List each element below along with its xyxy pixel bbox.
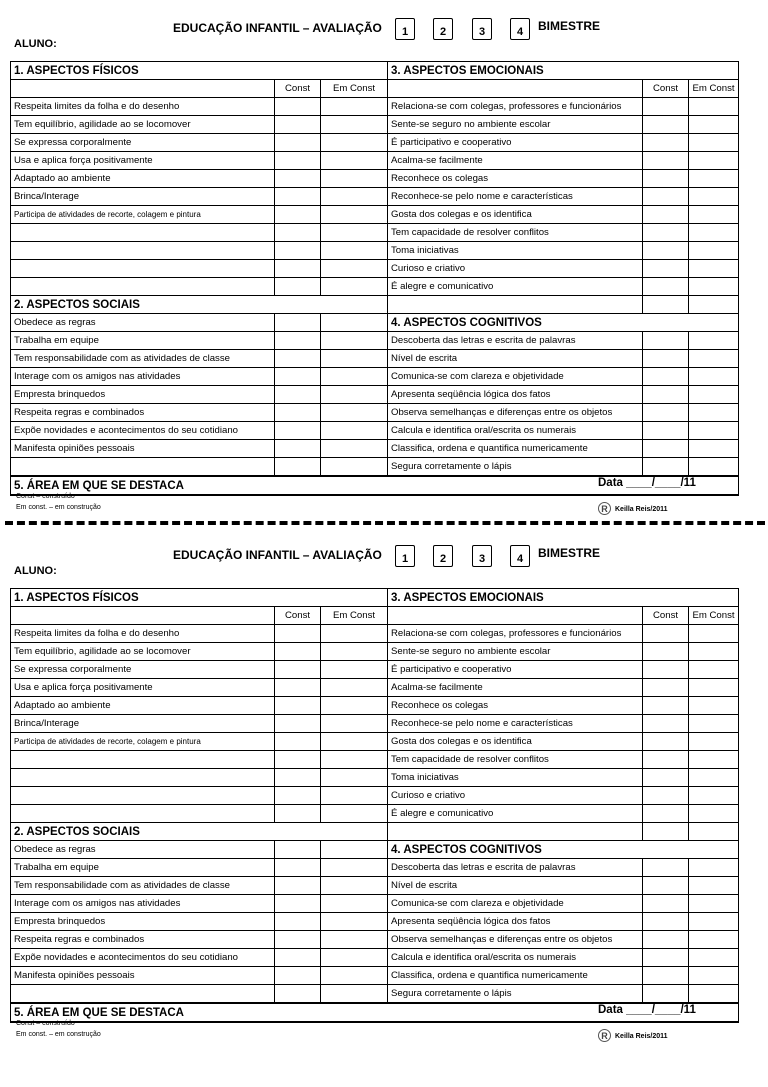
checkbox-em-const[interactable] bbox=[321, 260, 388, 278]
cognitivos-item: Classifica, ordena e quantifica numericamente bbox=[388, 967, 643, 985]
checkbox-const[interactable] bbox=[643, 404, 689, 422]
fisicos-item: Usa e aplica força positivamente bbox=[11, 679, 275, 697]
checkbox-const[interactable] bbox=[275, 350, 321, 368]
checkbox-const[interactable] bbox=[275, 332, 321, 350]
checkbox-em-const[interactable] bbox=[689, 116, 739, 134]
section-heading-emocionais: 3. ASPECTOS EMOCIONAIS bbox=[388, 589, 739, 607]
checkbox-const[interactable] bbox=[275, 206, 321, 224]
column-header-em-const: Em Const bbox=[321, 607, 388, 625]
emocionais-item: Reconhece os colegas bbox=[388, 170, 643, 188]
checkbox-em-const[interactable] bbox=[689, 967, 739, 985]
checkbox-const[interactable] bbox=[275, 787, 321, 805]
section-heading-destaca: 5. ÁREA EM QUE SE DESTACA bbox=[11, 476, 739, 495]
checkbox-const[interactable] bbox=[643, 152, 689, 170]
evaluation-table bbox=[10, 61, 739, 496]
bimester-box-2[interactable]: 2 bbox=[433, 18, 453, 40]
checkbox-em-const[interactable] bbox=[321, 458, 388, 477]
checkbox-const[interactable] bbox=[275, 895, 321, 913]
emocionais-item: Gosta dos colegas e os identifica bbox=[388, 206, 643, 224]
checkbox-em-const[interactable] bbox=[321, 368, 388, 386]
checkbox-em-const[interactable] bbox=[321, 985, 388, 1004]
column-header-em-const: Em Const bbox=[321, 80, 388, 98]
checkbox-const[interactable] bbox=[275, 913, 321, 931]
fisicos-item: Se expressa corporalmente bbox=[11, 134, 275, 152]
fisicos-item: Brinca/Interage bbox=[11, 715, 275, 733]
blank-cell[interactable] bbox=[11, 278, 275, 296]
blank-cell[interactable] bbox=[11, 769, 275, 787]
cognitivos-item: Apresenta seqüência lógica dos fatos bbox=[388, 913, 643, 931]
checkbox-const[interactable] bbox=[275, 805, 321, 823]
checkbox-const[interactable] bbox=[275, 278, 321, 296]
registered-icon: R bbox=[598, 502, 611, 515]
checkbox-const[interactable] bbox=[643, 386, 689, 404]
fisicos-item: Usa e aplica força positivamente bbox=[11, 152, 275, 170]
checkbox-em-const[interactable] bbox=[689, 404, 739, 422]
sociais-item: Interage com os amigos nas atividades bbox=[11, 368, 275, 386]
checkbox-const[interactable] bbox=[275, 715, 321, 733]
fisicos-item: Se expressa corporalmente bbox=[11, 661, 275, 679]
section-heading-sociais: 2. ASPECTOS SOCIAIS bbox=[11, 823, 388, 841]
checkbox-em-const[interactable] bbox=[321, 134, 388, 152]
section-heading-sociais: 2. ASPECTOS SOCIAIS bbox=[11, 296, 388, 314]
column-header-const: Const bbox=[275, 607, 321, 625]
checkbox-em-const[interactable] bbox=[689, 296, 739, 314]
checkbox-em-const[interactable] bbox=[321, 206, 388, 224]
checkbox-em-const[interactable] bbox=[689, 224, 739, 242]
sociais-item: Empresta brinquedos bbox=[11, 913, 275, 931]
cut-line bbox=[5, 521, 765, 525]
checkbox-const[interactable] bbox=[643, 697, 689, 715]
checkbox-const[interactable] bbox=[643, 733, 689, 751]
checkbox-const[interactable] bbox=[643, 931, 689, 949]
sociais-item: Tem responsabilidade com as atividades de classe bbox=[11, 877, 275, 895]
page-title: EDUCAÇÃO INFANTIL – AVALIAÇÃO bbox=[173, 21, 382, 35]
emocionais-item: Reconhece os colegas bbox=[388, 697, 643, 715]
checkbox-em-const[interactable] bbox=[689, 697, 739, 715]
cognitivos-item: Segura corretamente o lápis bbox=[388, 985, 643, 1004]
column-header-em-const: Em Const bbox=[689, 607, 739, 625]
checkbox-const[interactable] bbox=[643, 877, 689, 895]
section-heading-cognitivos: 4. ASPECTOS COGNITIVOS bbox=[388, 314, 739, 332]
checkbox-em-const[interactable] bbox=[689, 278, 739, 296]
checkbox-const[interactable] bbox=[643, 440, 689, 458]
checkbox-const[interactable] bbox=[275, 643, 321, 661]
date-field[interactable]: Data ____/____/11 bbox=[598, 1004, 696, 1016]
checkbox-em-const[interactable] bbox=[321, 715, 388, 733]
checkbox-const[interactable] bbox=[275, 751, 321, 769]
checkbox-em-const[interactable] bbox=[321, 625, 388, 643]
fisicos-item: Adaptado ao ambiente bbox=[11, 170, 275, 188]
blank-cell[interactable] bbox=[388, 296, 643, 314]
checkbox-const[interactable] bbox=[275, 769, 321, 787]
checkbox-em-const[interactable] bbox=[689, 913, 739, 931]
checkbox-const[interactable] bbox=[643, 661, 689, 679]
checkbox-em-const[interactable] bbox=[689, 895, 739, 913]
checkbox-const[interactable] bbox=[275, 877, 321, 895]
column-header-em-const: Em Const bbox=[689, 80, 739, 98]
checkbox-em-const[interactable] bbox=[321, 332, 388, 350]
cognitivos-item: Nível de escrita bbox=[388, 877, 643, 895]
checkbox-const[interactable] bbox=[275, 404, 321, 422]
checkbox-em-const[interactable] bbox=[321, 787, 388, 805]
bimester-box-4[interactable]: 4 bbox=[510, 18, 530, 40]
emocionais-item: Curioso e criativo bbox=[388, 787, 643, 805]
checkbox-const[interactable] bbox=[643, 296, 689, 314]
checkbox-const[interactable] bbox=[275, 98, 321, 116]
checkbox-em-const[interactable] bbox=[321, 643, 388, 661]
checkbox-const[interactable] bbox=[643, 967, 689, 985]
emocionais-item: Relaciona-se com colegas, professores e funcionários bbox=[388, 625, 643, 643]
blank-cell[interactable] bbox=[388, 823, 643, 841]
checkbox-em-const[interactable] bbox=[689, 823, 739, 841]
cognitivos-item: Descoberta das letras e escrita de palavras bbox=[388, 332, 643, 350]
checkbox-em-const[interactable] bbox=[321, 170, 388, 188]
checkbox-em-const[interactable] bbox=[689, 170, 739, 188]
checkbox-em-const[interactable] bbox=[321, 859, 388, 877]
checkbox-em-const[interactable] bbox=[321, 242, 388, 260]
cognitivos-item: Classifica, ordena e quantifica numericamente bbox=[388, 440, 643, 458]
legend-em-const: Em const. – em construção bbox=[16, 504, 101, 511]
checkbox-em-const[interactable] bbox=[689, 386, 739, 404]
checkbox-em-const[interactable] bbox=[689, 422, 739, 440]
checkbox-em-const[interactable] bbox=[321, 386, 388, 404]
section-heading-destaca: 5. ÁREA EM QUE SE DESTACA bbox=[11, 1003, 739, 1022]
emocionais-item: É participativo e cooperativo bbox=[388, 134, 643, 152]
checkbox-em-const[interactable] bbox=[689, 985, 739, 1004]
checkbox-const[interactable] bbox=[275, 422, 321, 440]
checkbox-const[interactable] bbox=[643, 625, 689, 643]
emocionais-item: Gosta dos colegas e os identifica bbox=[388, 733, 643, 751]
checkbox-em-const[interactable] bbox=[689, 787, 739, 805]
section-heading-emocionais: 3. ASPECTOS EMOCIONAIS bbox=[388, 62, 739, 80]
bimester-box-1[interactable]: 1 bbox=[395, 18, 415, 40]
checkbox-const[interactable] bbox=[643, 278, 689, 296]
blank-cell[interactable] bbox=[388, 80, 643, 98]
cognitivos-item: Calcula e identifica oral/escrita os numerais bbox=[388, 422, 643, 440]
emocionais-item: Tem capacidade de resolver conflitos bbox=[388, 751, 643, 769]
cognitivos-item: Observa semelhanças e diferenças entre os objetos bbox=[388, 404, 643, 422]
checkbox-em-const[interactable] bbox=[321, 116, 388, 134]
checkbox-em-const[interactable] bbox=[689, 440, 739, 458]
checkbox-const[interactable] bbox=[643, 134, 689, 152]
emocionais-item: É participativo e cooperativo bbox=[388, 661, 643, 679]
checkbox-em-const[interactable] bbox=[689, 859, 739, 877]
cognitivos-item: Nível de escrita bbox=[388, 350, 643, 368]
checkbox-const[interactable] bbox=[275, 985, 321, 1004]
checkbox-em-const[interactable] bbox=[689, 134, 739, 152]
checkbox-const[interactable] bbox=[275, 931, 321, 949]
legend-const: Const – construído bbox=[16, 1020, 75, 1027]
sociais-item: Trabalha em equipe bbox=[11, 332, 275, 350]
sociais-item: Tem responsabilidade com as atividades de classe bbox=[11, 350, 275, 368]
checkbox-em-const[interactable] bbox=[321, 733, 388, 751]
checkbox-em-const[interactable] bbox=[321, 877, 388, 895]
fisicos-item: Respeita limites da folha e do desenho bbox=[11, 625, 275, 643]
cognitivos-item: Segura corretamente o lápis bbox=[388, 458, 643, 477]
checkbox-const[interactable] bbox=[275, 386, 321, 404]
blank-cell[interactable] bbox=[11, 242, 275, 260]
checkbox-em-const[interactable] bbox=[689, 350, 739, 368]
blank-cell[interactable] bbox=[11, 458, 275, 477]
checkbox-const[interactable] bbox=[643, 458, 689, 477]
checkbox-const[interactable] bbox=[643, 895, 689, 913]
checkbox-const[interactable] bbox=[643, 679, 689, 697]
section-heading-fisicos: 1. ASPECTOS FÍSICOS bbox=[11, 589, 388, 607]
blank-cell[interactable] bbox=[11, 80, 275, 98]
checkbox-const[interactable] bbox=[643, 823, 689, 841]
checkbox-em-const[interactable] bbox=[689, 206, 739, 224]
checkbox-em-const[interactable] bbox=[689, 805, 739, 823]
section-heading-fisicos: 1. ASPECTOS FÍSICOS bbox=[11, 62, 388, 80]
checkbox-em-const[interactable] bbox=[689, 242, 739, 260]
blank-cell[interactable] bbox=[11, 260, 275, 278]
checkbox-em-const[interactable] bbox=[321, 440, 388, 458]
cognitivos-item: Comunica-se com clareza e objetividade bbox=[388, 895, 643, 913]
sociais-item: Interage com os amigos nas atividades bbox=[11, 895, 275, 913]
checkbox-const[interactable] bbox=[643, 805, 689, 823]
emocionais-item: Curioso e criativo bbox=[388, 260, 643, 278]
checkbox-em-const[interactable] bbox=[321, 913, 388, 931]
aluno-label: ALUNO: bbox=[14, 38, 57, 50]
checkbox-const[interactable] bbox=[275, 224, 321, 242]
checkbox-em-const[interactable] bbox=[689, 715, 739, 733]
registered-icon: R bbox=[598, 1029, 611, 1042]
checkbox-em-const[interactable] bbox=[321, 422, 388, 440]
checkbox-em-const[interactable] bbox=[321, 314, 388, 332]
emocionais-item: É alegre e comunicativo bbox=[388, 278, 643, 296]
checkbox-const[interactable] bbox=[643, 949, 689, 967]
cognitivos-item: Observa semelhanças e diferenças entre os objetos bbox=[388, 931, 643, 949]
blank-cell[interactable] bbox=[11, 751, 275, 769]
blank-cell[interactable] bbox=[11, 985, 275, 1004]
checkbox-em-const[interactable] bbox=[689, 769, 739, 787]
checkbox-const[interactable] bbox=[643, 332, 689, 350]
cognitivos-item: Comunica-se com clareza e objetividade bbox=[388, 368, 643, 386]
checkbox-const[interactable] bbox=[643, 116, 689, 134]
checkbox-const[interactable] bbox=[643, 242, 689, 260]
checkbox-const[interactable] bbox=[643, 422, 689, 440]
bimester-box-4[interactable]: 4 bbox=[510, 545, 530, 567]
blank-cell[interactable] bbox=[388, 607, 643, 625]
checkbox-const[interactable] bbox=[643, 98, 689, 116]
page-title: EDUCAÇÃO INFANTIL – AVALIAÇÃO bbox=[173, 548, 382, 562]
checkbox-const[interactable] bbox=[275, 170, 321, 188]
fisicos-item: Participa de atividades de recorte, colagem e pintura bbox=[11, 733, 275, 751]
emocionais-item: Reconhece-se pelo nome e características bbox=[388, 715, 643, 733]
checkbox-em-const[interactable] bbox=[689, 733, 739, 751]
sociais-item: Expõe novidades e acontecimentos do seu cotidiano bbox=[11, 422, 275, 440]
sociais-item: Expõe novidades e acontecimentos do seu cotidiano bbox=[11, 949, 275, 967]
checkbox-const[interactable] bbox=[643, 751, 689, 769]
checkbox-em-const[interactable] bbox=[321, 805, 388, 823]
bimester-box-2[interactable]: 2 bbox=[433, 545, 453, 567]
cognitivos-item: Apresenta seqüência lógica dos fatos bbox=[388, 386, 643, 404]
checkbox-const[interactable] bbox=[643, 769, 689, 787]
emocionais-item: Reconhece-se pelo nome e características bbox=[388, 188, 643, 206]
sociais-item: Empresta brinquedos bbox=[11, 386, 275, 404]
checkbox-const[interactable] bbox=[643, 206, 689, 224]
evaluation-table bbox=[10, 588, 739, 1023]
date-field[interactable]: Data ____/____/11 bbox=[598, 477, 696, 489]
checkbox-const[interactable] bbox=[643, 368, 689, 386]
checkbox-em-const[interactable] bbox=[321, 224, 388, 242]
checkbox-em-const[interactable] bbox=[689, 661, 739, 679]
cognitivos-item: Calcula e identifica oral/escrita os numerais bbox=[388, 949, 643, 967]
checkbox-const[interactable] bbox=[643, 188, 689, 206]
checkbox-const[interactable] bbox=[275, 733, 321, 751]
fisicos-item: Respeita limites da folha e do desenho bbox=[11, 98, 275, 116]
fisicos-item: Adaptado ao ambiente bbox=[11, 697, 275, 715]
sociais-item: Obedece as regras bbox=[11, 841, 275, 859]
checkbox-const[interactable] bbox=[275, 134, 321, 152]
bimestre-label: BIMESTRE bbox=[538, 546, 601, 560]
blank-cell[interactable] bbox=[11, 787, 275, 805]
emocionais-item: Acalma-se facilmente bbox=[388, 679, 643, 697]
evaluation-form bbox=[0, 527, 768, 1047]
checkbox-const[interactable] bbox=[643, 260, 689, 278]
legend-const: Const – construído bbox=[16, 493, 75, 500]
checkbox-const[interactable] bbox=[275, 661, 321, 679]
sociais-item: Trabalha em equipe bbox=[11, 859, 275, 877]
checkbox-const[interactable] bbox=[643, 224, 689, 242]
checkbox-em-const[interactable] bbox=[321, 188, 388, 206]
checkbox-const[interactable] bbox=[643, 170, 689, 188]
checkbox-em-const[interactable] bbox=[321, 278, 388, 296]
checkbox-em-const[interactable] bbox=[321, 679, 388, 697]
checkbox-const[interactable] bbox=[275, 458, 321, 477]
checkbox-const[interactable] bbox=[643, 350, 689, 368]
checkbox-const[interactable] bbox=[275, 242, 321, 260]
checkbox-em-const[interactable] bbox=[689, 949, 739, 967]
checkbox-em-const[interactable] bbox=[321, 841, 388, 859]
checkbox-em-const[interactable] bbox=[689, 643, 739, 661]
sociais-item: Manifesta opiniões pessoais bbox=[11, 967, 275, 985]
checkbox-em-const[interactable] bbox=[689, 152, 739, 170]
checkbox-const[interactable] bbox=[275, 697, 321, 715]
column-header-const: Const bbox=[643, 607, 689, 625]
checkbox-const[interactable] bbox=[275, 152, 321, 170]
checkbox-const[interactable] bbox=[275, 949, 321, 967]
blank-cell[interactable] bbox=[11, 224, 275, 242]
evaluation-form bbox=[0, 0, 768, 520]
checkbox-const[interactable] bbox=[643, 715, 689, 733]
checkbox-const[interactable] bbox=[275, 679, 321, 697]
checkbox-const[interactable] bbox=[275, 260, 321, 278]
emocionais-item: Sente-se seguro no ambiente escolar bbox=[388, 643, 643, 661]
emocionais-item: É alegre e comunicativo bbox=[388, 805, 643, 823]
fisicos-item: Tem equilíbrio, agilidade ao se locomover bbox=[11, 643, 275, 661]
checkbox-em-const[interactable] bbox=[321, 895, 388, 913]
checkbox-em-const[interactable] bbox=[689, 458, 739, 477]
checkbox-const[interactable] bbox=[275, 967, 321, 985]
emocionais-item: Toma iniciativas bbox=[388, 769, 643, 787]
checkbox-const[interactable] bbox=[275, 625, 321, 643]
checkbox-const[interactable] bbox=[275, 841, 321, 859]
fisicos-item: Tem equilíbrio, agilidade ao se locomover bbox=[11, 116, 275, 134]
bimester-box-3[interactable]: 3 bbox=[472, 545, 492, 567]
sociais-item: Respeita regras e combinados bbox=[11, 931, 275, 949]
checkbox-em-const[interactable] bbox=[689, 368, 739, 386]
column-header-const: Const bbox=[275, 80, 321, 98]
checkbox-const[interactable] bbox=[275, 440, 321, 458]
aluno-label: ALUNO: bbox=[14, 565, 57, 577]
emocionais-item: Toma iniciativas bbox=[388, 242, 643, 260]
column-header-const: Const bbox=[643, 80, 689, 98]
author-credit: Keilla Reis/2011 bbox=[615, 506, 668, 513]
checkbox-em-const[interactable] bbox=[689, 625, 739, 643]
bimester-box-1[interactable]: 1 bbox=[395, 545, 415, 567]
checkbox-em-const[interactable] bbox=[689, 877, 739, 895]
checkbox-em-const[interactable] bbox=[321, 697, 388, 715]
bimestre-label: BIMESTRE bbox=[538, 19, 601, 33]
checkbox-em-const[interactable] bbox=[321, 152, 388, 170]
checkbox-em-const[interactable] bbox=[321, 769, 388, 787]
checkbox-em-const[interactable] bbox=[321, 98, 388, 116]
checkbox-em-const[interactable] bbox=[689, 188, 739, 206]
checkbox-em-const[interactable] bbox=[321, 949, 388, 967]
checkbox-const[interactable] bbox=[275, 368, 321, 386]
checkbox-em-const[interactable] bbox=[689, 931, 739, 949]
checkbox-em-const[interactable] bbox=[321, 661, 388, 679]
checkbox-const[interactable] bbox=[643, 913, 689, 931]
emocionais-item: Acalma-se facilmente bbox=[388, 152, 643, 170]
checkbox-em-const[interactable] bbox=[321, 404, 388, 422]
checkbox-const[interactable] bbox=[275, 188, 321, 206]
cognitivos-item: Descoberta das letras e escrita de palavras bbox=[388, 859, 643, 877]
bimester-box-3[interactable]: 3 bbox=[472, 18, 492, 40]
blank-cell[interactable] bbox=[11, 805, 275, 823]
checkbox-em-const[interactable] bbox=[689, 332, 739, 350]
checkbox-em-const[interactable] bbox=[321, 350, 388, 368]
sociais-item: Manifesta opiniões pessoais bbox=[11, 440, 275, 458]
checkbox-em-const[interactable] bbox=[689, 260, 739, 278]
checkbox-const[interactable] bbox=[643, 787, 689, 805]
blank-cell[interactable] bbox=[11, 607, 275, 625]
fisicos-item: Participa de atividades de recorte, colagem e pintura bbox=[11, 206, 275, 224]
checkbox-const[interactable] bbox=[643, 643, 689, 661]
section-heading-cognitivos: 4. ASPECTOS COGNITIVOS bbox=[388, 841, 739, 859]
emocionais-item: Tem capacidade de resolver conflitos bbox=[388, 224, 643, 242]
checkbox-em-const[interactable] bbox=[321, 751, 388, 769]
fisicos-item: Brinca/Interage bbox=[11, 188, 275, 206]
emocionais-item: Sente-se seguro no ambiente escolar bbox=[388, 116, 643, 134]
sociais-item: Respeita regras e combinados bbox=[11, 404, 275, 422]
emocionais-item: Relaciona-se com colegas, professores e funcionários bbox=[388, 98, 643, 116]
checkbox-em-const[interactable] bbox=[321, 967, 388, 985]
author-credit: Keilla Reis/2011 bbox=[615, 1033, 668, 1040]
checkbox-em-const[interactable] bbox=[689, 98, 739, 116]
checkbox-const[interactable] bbox=[275, 859, 321, 877]
checkbox-const[interactable] bbox=[643, 859, 689, 877]
checkbox-const[interactable] bbox=[275, 314, 321, 332]
sociais-item: Obedece as regras bbox=[11, 314, 275, 332]
checkbox-const[interactable] bbox=[275, 116, 321, 134]
checkbox-const[interactable] bbox=[643, 985, 689, 1004]
checkbox-em-const[interactable] bbox=[321, 931, 388, 949]
checkbox-em-const[interactable] bbox=[689, 679, 739, 697]
checkbox-em-const[interactable] bbox=[689, 751, 739, 769]
legend-em-const: Em const. – em construção bbox=[16, 1031, 101, 1038]
